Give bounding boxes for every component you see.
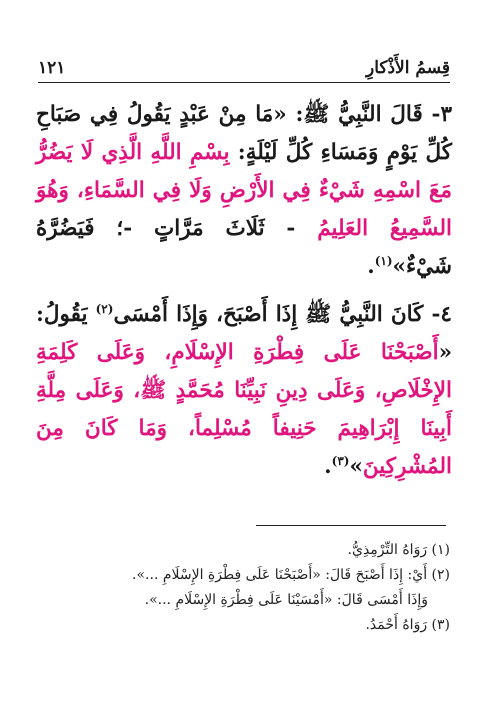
paragraph-4 [36,296,452,486]
footnote-ref-2[interactable]: (٢) [95,301,114,316]
paragraph-3-tail: - ثَلَاثَ مَرَّاتٍ -؛ فَيَضُرَّهُ شَيْءٌ» [36,216,452,279]
footnote-ref-3[interactable]: (٣) [331,453,350,468]
footnote-3: (٣) رَوَاهُ أَحْمَدُ. [365,617,450,633]
paragraph-4-end: . [324,454,332,479]
running-header [38,48,450,78]
footnote-1: (١) رَوَاهُ التِّرْمِذِيُّ. [347,542,450,558]
footnote-ref-1[interactable]: (١) [374,253,393,268]
section-title: قِسمُ الأَذْكارِ [366,58,450,78]
paragraph-3-end: . [367,254,375,279]
footnote-2: (٢) أَيْ: إِذَا أَصْبَحَ قَالَ: «أَصْبَحْنَا عَلَى فِطْرَةِ الإِسْلَامِ ...». [132,567,450,583]
page-number: ١٢١ [38,58,66,78]
paragraph-4-close: » [349,454,363,479]
paragraph-4-intro: ٤- كَانَ النَّبِيُّ ﷺ إِذَا أَصْبَحَ، وَإِذَا أَمْسَى [113,302,452,327]
paragraph-3 [36,96,452,286]
main-text [36,96,452,496]
paragraph-4-dhikr: أَصْبَحْنَا عَلَى فِطْرَةِ الإِسْلَامِ، وَعَلَى كَلِمَةِ الإِخْلَاصِ، وَعَلَى دِينِ نَبِيِّنَا مُحَمَّدٍ ﷺ، وَعَلَى مِلَّةِ أَبِينَا إِبْرَاهِيمَ حَنِيفاً مُسْلِماً، وَمَا كَانَ مِنَ المُشْرِكِينَ [36,340,452,479]
paragraph-3-intro: ٣- قَالَ النَّبِيُّ ﷺ: «مَا مِنْ عَبْدٍ يَقُولُ فِي صَبَاحِ كُلِّ يَوْمٍ وَمَسَاءِ كُلِّ لَيْلَةٍ: [36,102,452,165]
header-rule [38,82,450,83]
paragraph-4-says: يَقُولُ: « [36,302,452,365]
footnote-separator [256,525,446,526]
paragraph-3-dhikr: بِسْمِ اللَّهِ الَّذِي لَا يَضُرُّ مَعَ اسْمِهِ شَيْءٌ فِي الأَرْضِ وَلَا فِي السَّمَاءِ، وَهُوَ السَّمِيعُ العَلِيمُ [36,140,452,241]
footnotes [36,538,450,638]
footnote-2-continuation: وَإِذَا أَمْسَى قَالَ: «أَمْسَيْنَا عَلَى فِطْرَةِ الإِسْلَامِ ...». [144,592,428,608]
